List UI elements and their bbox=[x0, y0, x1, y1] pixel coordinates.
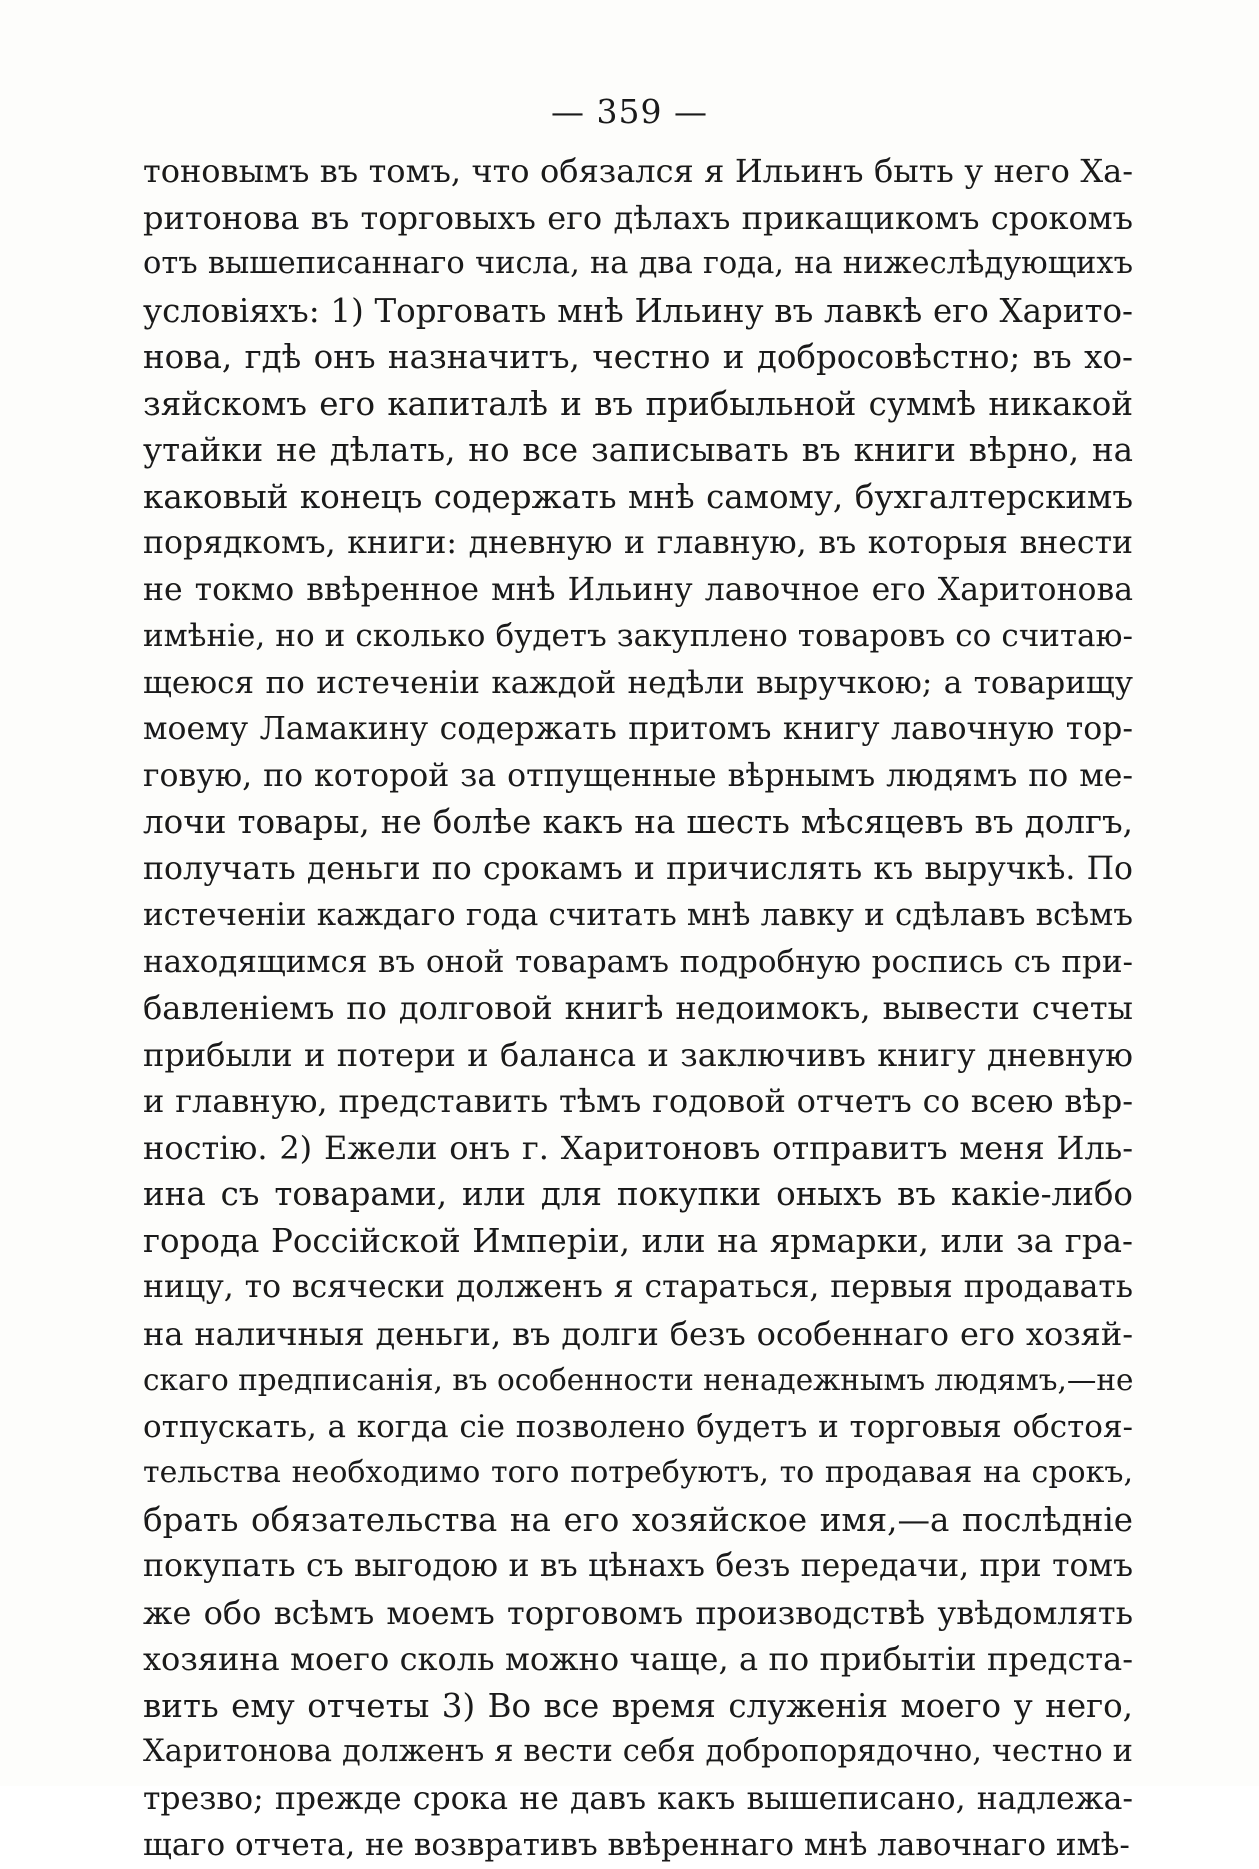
text-line: скаго предписанія, въ особенности ненадежнымъ людямъ,—не bbox=[143, 1363, 1133, 1397]
text-line: ритонова въ торговыхъ его дѣлахъ прикащикомъ срокомъ bbox=[143, 198, 1133, 237]
text-line: тельства необходимо того потребуютъ, то продавая на срокъ, bbox=[143, 1455, 1133, 1490]
text-line: ина съ товарами, или для покупки оныхъ въ какіе-либо bbox=[143, 1175, 1133, 1213]
text-line: моему Ламакину содержать притомъ книгу лавочную тор- bbox=[143, 711, 1133, 747]
text-line: Харитонова долженъ я вести себя добропорядочно, честно и bbox=[143, 1734, 1133, 1769]
text-line: истеченіи каждаго года считать мнѣ лавку и сдѣлавъ всѣмъ bbox=[143, 897, 1133, 933]
text-line: трезво; прежде срока не давъ какъ вышеписано, надлежа- bbox=[143, 1780, 1133, 1817]
text-line: же обо всѣмъ моемъ торговомъ производствѣ увѣдомлять bbox=[143, 1593, 1133, 1632]
text-line: лочи товары, не болѣе какъ на шесть мѣсяцевъ въ долгъ, bbox=[143, 803, 1133, 841]
page-number: — 359 — bbox=[551, 92, 708, 131]
text-line: вить ему отчеты 3) Во все время служенія моего у него, bbox=[143, 1686, 1133, 1725]
body-text bbox=[143, 148, 1133, 1869]
text-line: брать обязательства на его хозяйское имя,—а послѣдніе bbox=[143, 1500, 1133, 1539]
text-line: ностію. 2) Ежели онъ г. Харитоновъ отправитъ меня Иль- bbox=[143, 1128, 1133, 1167]
text-line: утайки не дѣлать, но все записывать въ книги вѣрно, на bbox=[143, 431, 1133, 469]
text-line: условіяхъ: 1) Торговать мнѣ Ильину въ лавкѣ его Харито- bbox=[143, 291, 1133, 330]
text-line: зяйскомъ его капиталѣ и въ прибыльной суммѣ никакой bbox=[143, 384, 1133, 423]
text-line: щеюся по истеченіи каждой недѣли выручкою; а товарищу bbox=[143, 664, 1133, 701]
text-line: имѣніе, но и сколько будетъ закуплено товаровъ со считаю- bbox=[143, 618, 1133, 654]
text-line: получать деньги по срокамъ и причислять къ выручкѣ. По bbox=[143, 850, 1133, 887]
text-line: города Россійской Имперіи, или на ярмарки, или за гра- bbox=[143, 1221, 1133, 1260]
text-line: каковый конецъ содержать мнѣ самому, бухгалтерскимъ bbox=[143, 477, 1133, 516]
text-line: говую, по которой за отпущенные вѣрнымъ людямъ по ме- bbox=[143, 757, 1133, 794]
text-line: не токмо ввѣренное мнѣ Ильину лавочное его Харитонова bbox=[143, 571, 1133, 608]
text-line: находящимся въ оной товарамъ подробную роспись съ при- bbox=[143, 943, 1133, 980]
text-line: отпускать, а когда сіе позволено будетъ и торговыя обстоя- bbox=[143, 1408, 1133, 1445]
text-line: бавленіемъ по долговой книгѣ недоимокъ, вывести счеты bbox=[143, 989, 1133, 1027]
text-line: ницу, то всячески долженъ я стараться, первыя продавать bbox=[143, 1269, 1133, 1305]
text-line: порядкомъ, книги: дневную и главную, въ которыя внести bbox=[143, 525, 1133, 561]
text-line: нова, гдѣ онъ назначитъ, честно и добросовѣстно; въ хо- bbox=[143, 338, 1133, 376]
text-line: на наличныя деньги, въ долги безъ особеннаго его хозяй- bbox=[143, 1314, 1133, 1353]
text-line: покупать съ выгодою и въ цѣнахъ безъ передачи, при томъ bbox=[143, 1548, 1133, 1584]
text-line: хозяина моего сколь можно чаще, а по прибытіи предста- bbox=[143, 1640, 1133, 1678]
text-line: прибыли и потери и баланса и заключивъ книгу дневную bbox=[143, 1035, 1133, 1074]
text-line: щаго отчета, не возвративъ ввѣреннаго мнѣ лавочнаго имѣ- bbox=[143, 1827, 1130, 1863]
text-line: отъ вышеписаннаго числа, на два года, на нижеслѣдующихъ bbox=[143, 246, 1133, 281]
text-line: тоновымъ въ томъ, что обязался я Ильинъ быть у него Ха- bbox=[143, 152, 1133, 190]
text-line: и главную, представить тѣмъ годовой отчетъ со всею вѣр- bbox=[143, 1082, 1133, 1120]
